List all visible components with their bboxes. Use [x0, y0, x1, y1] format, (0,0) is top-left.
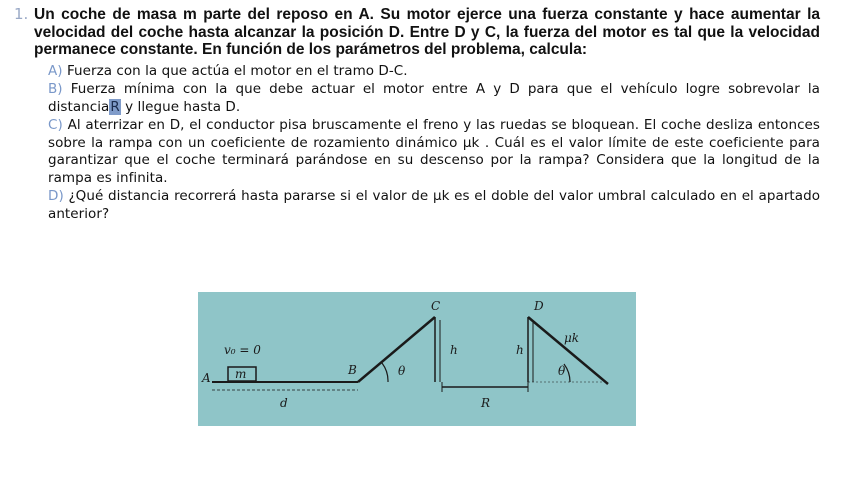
- label-mass: m: [235, 367, 247, 381]
- ramp-figure: [198, 292, 636, 426]
- part-b: [48, 81, 820, 116]
- label-h-c: h: [450, 343, 458, 357]
- part-b-text-before: Fuerza mínima con la que debe actuar el motor entre A y D para que el vehículo logre sobrevolar la distancia: [48, 81, 820, 115]
- label-r-distance: R: [481, 396, 491, 410]
- label-theta-d: θ: [558, 364, 566, 378]
- part-d-text: ¿Qué distancia recorrerá hasta pararse si el valor de μk es el doble del valor umbral calculado en el apartado anterior?: [48, 188, 821, 222]
- part-d: [48, 188, 820, 223]
- part-c-text: Al aterrizar en D, el conductor pisa bruscamente el freno y las ruedas se bloquean. El coche desliza entonces sobre la rampa con un coeficiente de rozamiento dinámico μk . Cuál es el valor límite de este coeficiente para garantizar que el coche terminará parándose en su descenso por la rampa? Considera que la longitud de la rampa es infinita.: [48, 117, 820, 186]
- ramp-d-slope: [528, 317, 608, 384]
- label-mu: μk: [564, 331, 580, 345]
- label-h-d: h: [516, 343, 524, 357]
- part-a: [48, 63, 820, 81]
- label-v0: v₀ = 0: [224, 343, 261, 357]
- part-b-tag: B): [48, 81, 63, 97]
- statement-text: Un coche de masa m parte del reposo en A. Su motor ejerce una fuerza constante y hace aumentar la velocidad del coche hasta alcanzar la posición D. Entre D y C, la fuerza del motor es tal que la velocidad permanece constante. En función de los parámetros del problema, calcula:: [34, 6, 820, 58]
- label-d-distance: d: [280, 396, 288, 410]
- part-c-tag: C): [48, 117, 63, 133]
- angle-arc-b: [382, 363, 388, 382]
- label-c: C: [431, 299, 441, 313]
- part-c: [48, 117, 820, 187]
- part-b-text-after: y llegue hasta D.: [125, 98, 241, 115]
- label-b: B: [348, 363, 357, 377]
- ramp-diagram: [198, 292, 636, 426]
- ramp-b-c: [358, 317, 435, 382]
- problem-block: [14, 6, 820, 224]
- problem-number: 1.: [14, 5, 29, 23]
- part-a-tag: A): [48, 62, 63, 79]
- part-d-tag: D): [48, 188, 64, 204]
- label-theta-b: θ: [398, 364, 406, 378]
- part-b-highlight: R: [110, 98, 120, 115]
- label-d: D: [534, 299, 544, 313]
- parts-list: [48, 63, 820, 224]
- label-a: A: [202, 371, 211, 385]
- problem-statement: [14, 6, 820, 59]
- part-a-text: Fuerza con la que actúa el motor en el tramo D-C.: [66, 62, 408, 79]
